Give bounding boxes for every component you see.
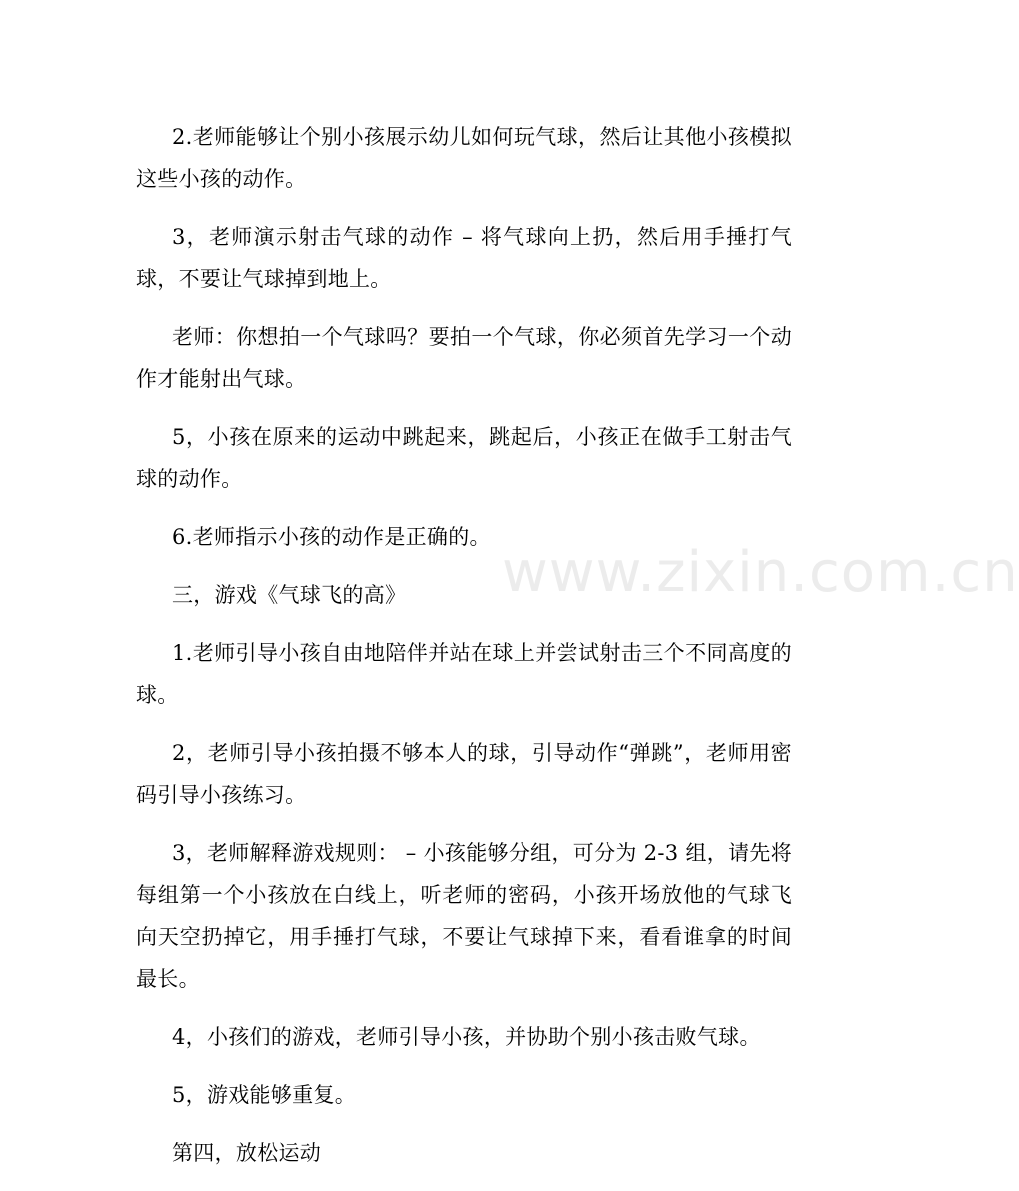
document-body [136, 116, 792, 1190]
paragraph-3: 老师：你想拍一个气球吗？要拍一个气球，你必须首先学习一个动作才能射出气球。 [136, 325, 792, 391]
paragraph-1: 2.老师能够让个别小孩展示幼儿如何玩气球，然后让其他小孩模拟这些小孩的动作。 [136, 125, 792, 191]
section-heading-relax: 第四，放松运动 [172, 1141, 322, 1165]
paragraph-11: 5，游戏能够重复。 [172, 1083, 357, 1107]
paragraph-2: 3，老师演示射击气球的动作 – 将气球向上扔，然后用手捶打气球，不要让气球掉到地上。 [136, 225, 792, 291]
paragraph-9: 3，老师解释游戏规则： – 小孩能够分组，可分为 2-3 组，请先将每组第一个小孩放在白线上，听老师的密码，小孩开场放他的气球飞向天空扔掉它，用手捶打气球，不要让气球掉下来，看看谁拿的时间最长。 [136, 841, 792, 991]
section-heading-game: 三，游戏《气球飞的高》 [172, 583, 407, 607]
paragraph-5: 6.老师指示小孩的动作是正确的。 [172, 525, 491, 549]
paragraph-10: 4，小孩们的游戏，老师引导小孩，并协助个别小孩击败气球。 [172, 1025, 761, 1049]
paragraph-7: 1.老师引导小孩自由地陪伴并站在球上并尝试射击三个不同高度的球。 [136, 641, 792, 707]
paragraph-8: 2，老师引导小孩拍摄不够本人的球，引导动作“弹跳”，老师用密码引导小孩练习。 [136, 741, 792, 807]
paragraph-4: 5，小孩在原来的运动中跳起来，跳起后，小孩正在做手工射击气球的动作。 [136, 425, 792, 491]
watermark: www.zixin.com.cn [502, 540, 1019, 605]
